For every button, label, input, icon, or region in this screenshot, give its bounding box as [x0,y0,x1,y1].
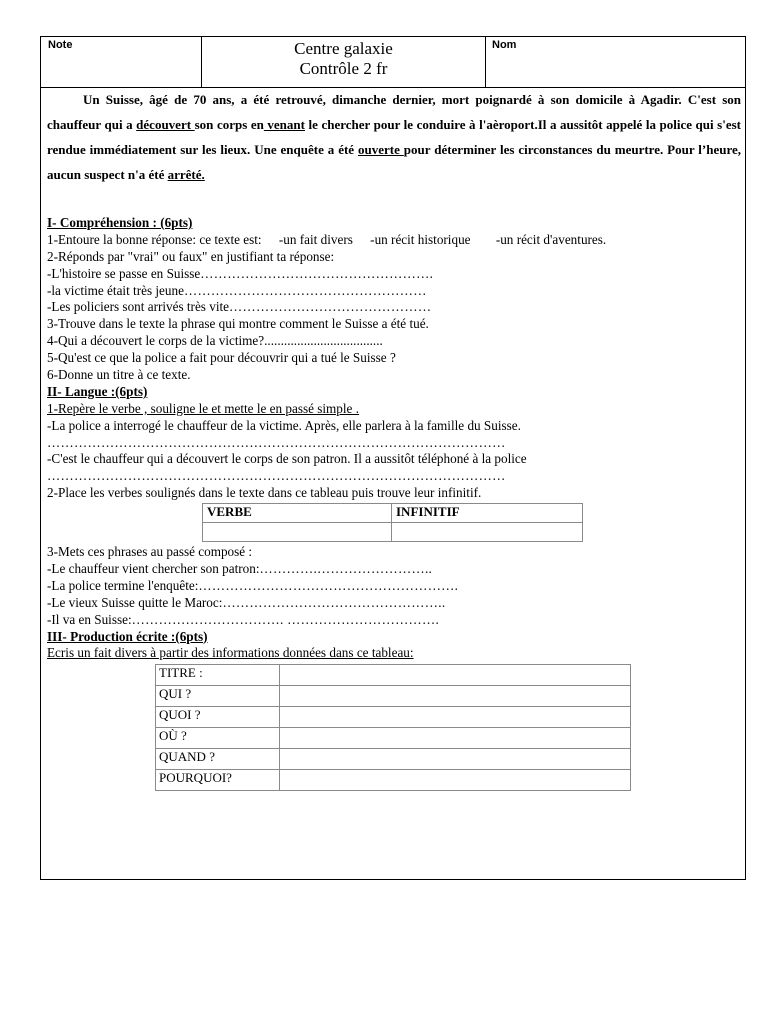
table-row [156,707,631,728]
underlined-verb: arrêté. [167,167,205,182]
production-instruction: Ecris un fait divers à partir des informations données dans ce tableau: [47,645,414,661]
answer-dots[interactable]: ………………………………………………………………………………………… [47,468,506,484]
row-label: QUOI ? [156,707,280,728]
answer-dots[interactable]: ……………………………………………… [183,282,427,298]
option-fait-divers[interactable]: -un fait divers [278,231,353,247]
sentence: -Le vieux Suisse quitte le Maroc: [47,594,223,610]
verb-cell[interactable] [203,523,392,542]
school-name: Centre galaxie [294,39,393,58]
table-row [156,665,631,686]
underlined-verb: venant [263,117,305,132]
answer-dots[interactable]: …………………………………………………. [198,577,459,593]
verb-column-header: VERBE [203,504,392,523]
statement: -la victime était très jeune [47,282,184,298]
questions [47,215,741,662]
answer-cell[interactable] [280,707,631,728]
statement: -L'histoire se passe en Suisse [47,265,201,281]
answer-dots[interactable]: ……………………………. ……………………………. [131,611,440,627]
exam-header [41,37,745,88]
section-comprehension-title: I- Compréhension : (6pts) [47,215,193,230]
row-label: TITRE : [156,665,280,686]
row-label: QUAND ? [156,749,280,770]
answer-cell[interactable] [280,686,631,707]
table-row [203,523,583,542]
note-label: Note [48,39,73,51]
name-cell [486,37,745,87]
langue-sentence-1: -La police a interrogé le chauffeur de la victime. Après, elle parlera à la famille du Suisse. [47,417,521,433]
table-row [156,749,631,770]
answer-cell[interactable] [280,728,631,749]
answer-cell[interactable] [280,749,631,770]
text-part: Un Suisse, âgé de 70 ans, a été retrouvé, dimanche dernier, mort poignardé à son domicile à Agadir. C'est son chauffeur qui a [47,92,741,132]
option-recit-aventures[interactable]: -un récit d'aventures. [495,231,607,247]
langue-question-3: 3-Mets ces phrases au passé composé : [47,544,253,560]
question-2a [47,266,741,283]
question-2: 2-Réponds par "vrai" ou faux" en justifiant ta réponse: [47,248,335,264]
langue-question-2: 2-Place les verbes soulignés dans le texte dans ce tableau puis trouve leur infinitif. [47,485,482,501]
table-row [156,686,631,707]
section-production-title: III- Production écrite :(6pts) [47,628,208,644]
table-row [156,728,631,749]
question-2b [47,283,741,300]
option-recit-historique[interactable]: -un récit historique [370,231,471,247]
verb-table [202,503,583,542]
answer-dots[interactable]: ………….…………………….. [259,561,433,577]
table-row [156,770,631,791]
section-langue-title: II- Langue :(6pts) [47,383,148,399]
passe-compose-1 [47,561,741,578]
nom-label: Nom [492,39,517,51]
sentence: -La police termine l'enquête: [47,577,199,593]
text-part: pour déterminer les circonstances du meurtre. Pour l’heure, aucun suspect n'a été [47,142,742,182]
passe-compose-4 [47,612,741,629]
row-label: POURQUOI? [156,770,280,791]
question-1 [47,232,741,249]
title-cell [202,37,486,87]
text-part: son corps en [194,117,264,132]
production-table [155,664,631,791]
table-row [203,504,583,523]
langue-sentence-2: -C'est le chauffeur qui a découvert le corps de son patron. Il a aussitôt téléphoné à la police [47,451,527,467]
exam-name: Contrôle 2 fr [299,59,388,78]
question-6: 6-Donne un titre à ce texte. [47,367,191,383]
row-label: QUI ? [156,686,280,707]
note-cell [41,37,202,87]
infinitive-column-header: INFINITIF [392,504,583,523]
underlined-verb: découvert [136,117,195,132]
answer-cell[interactable] [280,770,631,791]
question-text: 1-Entoure la bonne réponse: ce texte est: [47,231,262,247]
underlined-verb: ouverte [358,142,404,157]
question-5: 5-Qu'est ce que la police a fait pour découvrir qui a tué le Suisse ? [47,350,396,366]
statement: -Les policiers sont arrivés très vite [47,299,230,315]
answer-dots[interactable]: ……………………………………… [229,299,432,315]
langue-question-1: 1-Repère le verbe , souligne le et mette le en passé simple . [47,400,359,416]
exam-sheet [40,36,746,880]
question-3: 3-Trouve dans le texte la phrase qui montre comment le Suisse a été tué. [47,316,429,332]
passe-compose-2 [47,578,741,595]
question-4: 4-Qui a découvert le corps de la victime?.................................... [47,333,383,349]
answer-dots[interactable]: ………………………………………….. [222,594,446,610]
text-part: le chercher pour le conduire à l'aèroport.Il a aussitôt appelé la police qui s'est rendue immédiatement sur les lieux. Une enquête a été [47,117,742,157]
passe-compose-3 [47,595,741,612]
sentence: -Le chauffeur vient chercher son patron: [47,561,260,577]
answer-dots[interactable]: ……………………………………………. [200,265,434,281]
reading-text [47,87,741,187]
answer-cell[interactable] [280,665,631,686]
row-label: OÙ ? [156,728,280,749]
question-2c [47,299,741,316]
infinitive-cell[interactable] [392,523,583,542]
answer-dots[interactable]: ………………………………………………………………………………………… [47,434,506,450]
sentence: -Il va en Suisse: [47,611,132,627]
